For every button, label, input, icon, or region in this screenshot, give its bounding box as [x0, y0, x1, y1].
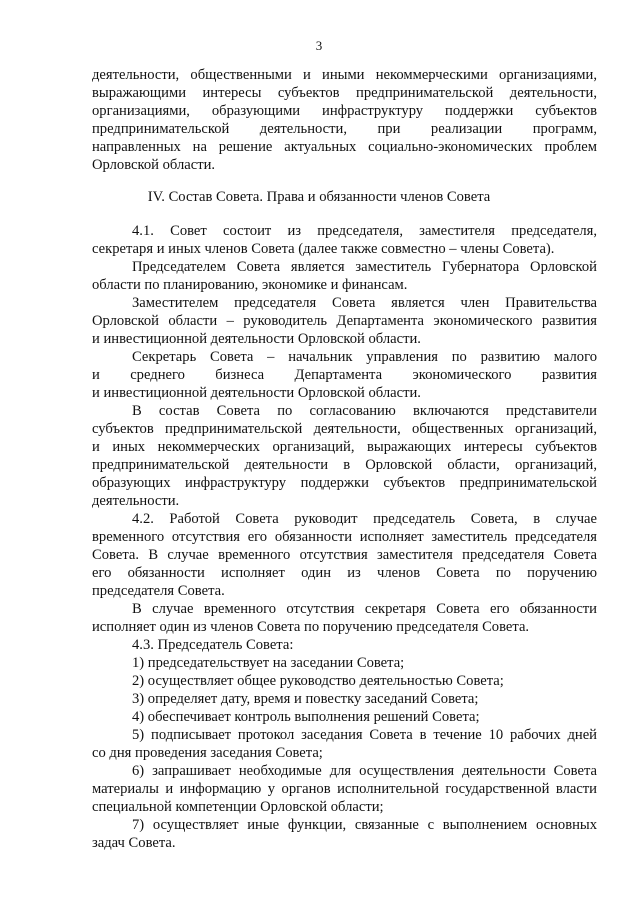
text-line: председателя Совета. [92, 583, 225, 599]
text-line: области по планированию, экономике и финансам. [92, 277, 408, 293]
list-item: 1) председательствует на заседании Совета; [132, 655, 405, 671]
text-line: Орловской области. [92, 157, 216, 173]
text-line: Заместителем председателя Совета является член Правительства [132, 295, 597, 311]
text-line: и среднего бизнеса Департамента экономического развития [92, 367, 597, 383]
text-line: временного отсутствия его обязанности исполняет заместитель председателя [92, 529, 597, 545]
text-line: предпринимательской деятельности в Орловской области, организаций, [92, 457, 597, 473]
text-line: 4.3. Председатель Совета: [132, 637, 294, 653]
text-line: задач Совета. [92, 835, 176, 851]
text-line: деятельности, общественными и иными некоммерческими организациями, [92, 67, 597, 83]
text-line: материалы и информацию у органов исполнительной государственной власти [92, 781, 597, 797]
text-line: 4.1. Совет состоит из председателя, заместителя председателя, [132, 223, 597, 239]
text-line: и инвестиционной деятельности Орловской области. [92, 385, 421, 401]
list-item: 5) подписывает протокол заседания Совета в течение 10 рабочих дней [132, 727, 597, 743]
text-line: 4.2. Работой Совета руководит председатель Совета, в случае [132, 511, 597, 527]
list-item: 3) определяет дату, время и повестку заседаний Совета; [132, 691, 479, 707]
text-line: Орловской области – руководитель Департамента экономического развития [92, 313, 597, 329]
text-line: субъектов предпринимательской деятельности, общественных организаций, [92, 421, 597, 437]
text-line: специальной компетенции Орловской области; [92, 799, 384, 815]
text-line: со дня проведения заседания Совета; [92, 745, 323, 761]
text-line: выражающими интересы субъектов предпринимательской деятельности, [92, 85, 597, 101]
text-line: и иных некоммерческих организаций, выражающих интересы субъектов [92, 439, 597, 455]
text-line: Совета. В случае временного отсутствия заместителя председателя Совета [92, 547, 597, 563]
text-line: и инвестиционной деятельности Орловской области. [92, 331, 421, 347]
section-title: IV. Состав Совета. Права и обязанности членов Совета [147, 189, 491, 205]
text-line: В случае временного отсутствия секретаря Совета его обязанности [132, 601, 597, 617]
page-number: 3 [315, 38, 323, 53]
text-line: направленных на решение актуальных социально-экономических проблем [92, 139, 597, 155]
list-item: 7) осуществляет иные функции, связанные с выполнением основных [132, 817, 597, 833]
text-line: организациями, образующими инфраструктуру поддержки субъектов [92, 103, 597, 119]
list-item: 6) запрашивает необходимые для осуществления деятельности Совета [132, 763, 597, 779]
text-line: его обязанности исполняет один из членов Совета по поручению [92, 565, 597, 581]
text-line: секретаря и иных членов Совета (далее также совместно – члены Совета). [92, 241, 555, 257]
text-line: Секретарь Совета – начальник управления по развитию малого [132, 349, 597, 365]
list-item: 4) обеспечивает контроль выполнения решений Совета; [132, 709, 480, 725]
list-item: 2) осуществляет общее руководство деятельностью Совета; [132, 673, 504, 689]
text-line: деятельности. [92, 493, 180, 509]
text-line: В состав Совета по согласованию включаются представители [132, 403, 597, 419]
text-line: исполняет один из членов Совета по поручению председателя Совета. [92, 619, 530, 635]
text-line: предпринимательской деятельности, при реализации программ, [92, 121, 597, 137]
text-line: образующих инфраструктуру поддержки субъектов предпринимательской [92, 475, 597, 491]
text-line: Председателем Совета является заместитель Губернатора Орловской [132, 259, 597, 275]
